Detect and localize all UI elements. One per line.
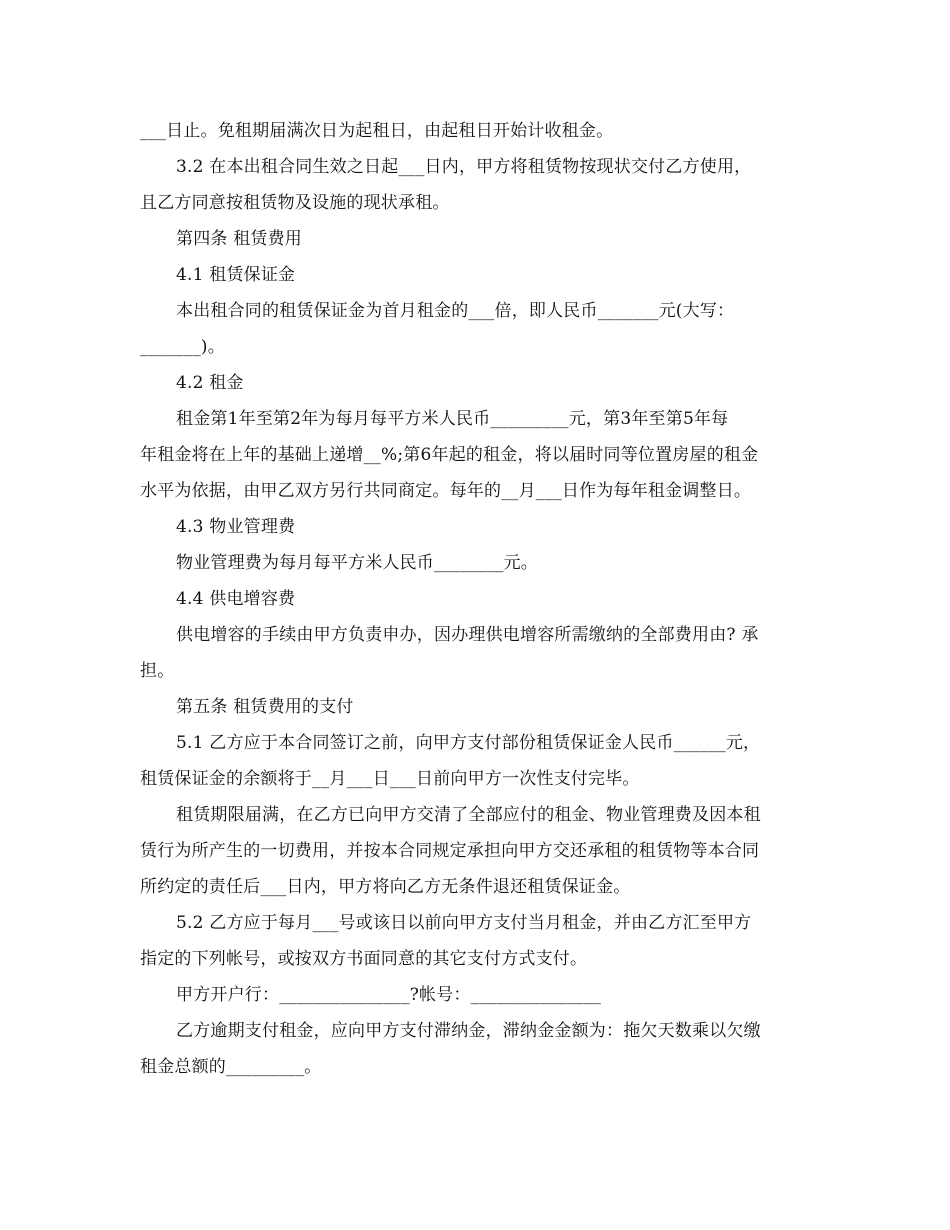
deposit-paragraph-line: 本出租合同的租赁保证金为首月租金的___倍，即人民币_______元(大写： — [176, 301, 735, 321]
clause-4-3-heading: 4.3 物业管理费 — [176, 517, 296, 537]
rent-paragraph-line: 租金第1年至第2年为每月每平方米人民币_________元，第3年至第5年每 — [176, 409, 729, 429]
clause-5-2-line: 指定的下列帐号，或按双方书面同意的其它支付方式支付。 — [140, 949, 588, 969]
deposit-return-paragraph-line: 租赁期限届满，在乙方已向甲方交清了全部应付的租金、物业管理费及因本租 — [176, 805, 761, 825]
clause-5-2-line: 5.2 乙方应于每月___号或该日以前向甲方支付当月租金，并由乙方汇至甲方 — [176, 913, 752, 933]
clause-5-1-line: 5.1 乙方应于本合同签订之前，向甲方支付部份租赁保证金人民币______元， — [176, 733, 761, 753]
rent-paragraph-line: 水平为依据，由甲乙双方另行共同商定。每年的__月___日作为每年租金调整日。 — [140, 481, 752, 501]
bank-account-line: 甲方开户行：_______________?帐号：_______________ — [176, 985, 602, 1005]
deposit-paragraph-line: _______)。 — [140, 337, 225, 357]
power-fee-paragraph-line: 供电增容的手续由甲方负责申办，因办理供电增容所需缴纳的全部费用由? 承 — [176, 625, 759, 645]
rent-paragraph-line: 年租金将在上年的基础上递增__%;第6年起的租金，将以届时同等位置房屋的租金 — [140, 445, 759, 465]
late-fee-paragraph-line: 乙方逾期支付租金，应向甲方支付滞纳金，滞纳金金额为：拖欠天数乘以欠缴 — [176, 1021, 761, 1041]
document-body — [140, 113, 820, 1085]
clause-4-1-heading: 4.1 租赁保证金 — [176, 265, 296, 285]
clause-3-2-line: 3.2 在本出租合同生效之日起___日内，甲方将租赁物按现状交付乙方使用， — [176, 157, 752, 177]
paragraph-line: ___日止。免租期届满次日为起租日，由起租日开始计收租金。 — [140, 121, 614, 141]
article-4-heading: 第四条 租赁费用 — [176, 229, 303, 249]
clause-4-4-heading: 4.4 供电增容费 — [176, 589, 296, 609]
clause-4-2-heading: 4.2 租金 — [176, 373, 244, 393]
power-fee-paragraph-line: 担。 — [140, 661, 175, 681]
late-fee-paragraph-line: 租金总额的_________。 — [140, 1057, 322, 1077]
property-fee-paragraph: 物业管理费为每月每平方米人民币________元。 — [176, 553, 538, 573]
clause-5-1-line: 租赁保证金的余额将于__月___日___日前向甲方一次性支付完毕。 — [140, 769, 640, 789]
deposit-return-paragraph-line: 赁行为所产生的一切费用，并按本合同规定承担向甲方交还承租的租赁物等本合同 — [140, 841, 760, 861]
article-5-heading: 第五条 租赁费用的支付 — [176, 697, 354, 717]
paragraph-line: 且乙方同意按租赁物及设施的现状承租。 — [140, 193, 450, 213]
deposit-return-paragraph-line: 所约定的责任后___日内，甲方将向乙方无条件退还租赁保证金。 — [140, 877, 631, 897]
